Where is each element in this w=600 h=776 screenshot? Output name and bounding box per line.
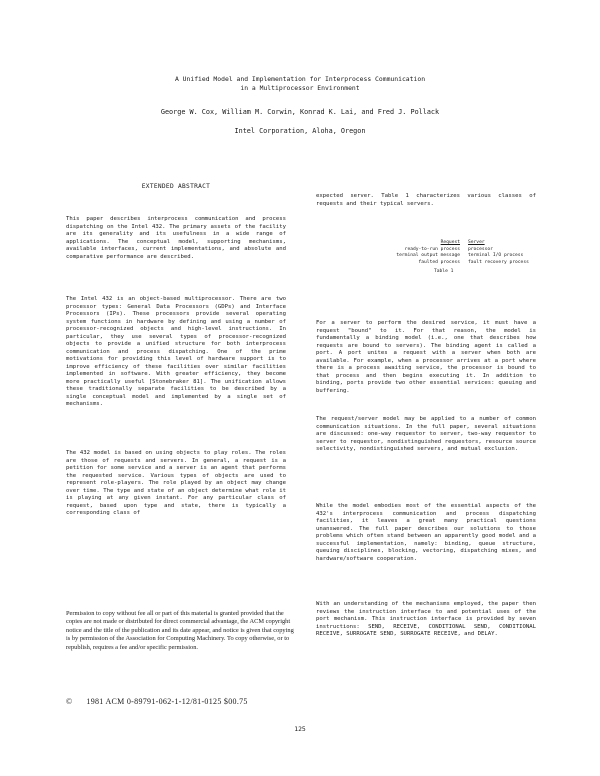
table-cell-server: terminal I/O process [468,253,524,258]
section-heading: EXTENDED ABSTRACT [141,183,211,190]
copyright-text: 1981 ACM 0-89791-062-1-12/81-0125 $00.75 [86,697,248,706]
page-number: 125 [294,725,306,733]
authors: George W. Cox, William M. Corwin, Konrad K. Lai, and Fred J. Pollack [160,108,440,116]
copyright-line [66,697,316,706]
table-cell-request: ready-to-run process [404,246,460,252]
right-paragraph-4: With an understanding of the mechanisms employed, the paper then reviews the instruction interface to and potential uses of the port mechanism. This instruction interface is provided by seven instructions: SEND, RECEIVE, CONDITIONAL SEND, CONDITIONAL RECEIVE, SURROGATE SEND, SURROGATE RECEIVE, and DELAY. [316,601,536,637]
right-paragraph-3: While the model embodies most of the essential aspects of the 432's interprocess communication and process dispatching facilities, it leaves a great many practical questions unanswered. The full paper describes our solutions to those problems which often stand between an apparently good model and a successful implementation, namely: binding, queue structure, queuing disciplines, blocking, vectoring, dispatching mixes, and hardware/software cooperation. [316,503,536,562]
table-cell-request: faulted process [418,259,460,265]
table-cell-request: terminal output message [396,253,460,258]
title-line-2: in a Multiprocessor Environment [240,84,360,92]
title-line-1: A Unified Model and Implementation for Interprocess Communication [174,75,426,83]
abstract-paragraph-1: This paper describes interprocess communication and process dispatching on the Intel 432. The primary assets of the facility are its generality and its usefulness in a wide range of applications. The conceptual model, supporting mechanisms, available interfaces, current implementations, and absolute and comparative performance are described. [66,216,286,260]
table-cell-server: fault recovery process [468,259,529,265]
table-caption: Table 1 [434,269,454,274]
abstract-paragraph-2: The Intel 432 is an object-based multiprocessor. There are two processor types: General Data Processors (GDPs) and Interface Processors (IPs). These processors provide several operating system functions in hardware by defining and using a number of processor-recognized objects and high-level instructions. In particular, they use several types of processor-recognized objects to provide a unified structure for both interprocess communication and process dispatching. One of the prime motivations for providing this level of hardware support is to improve efficiency of these facilities over similar facilities implemented in software. With greater efficiency, they become more practically useful [Stonebraker 81]. The unification allows these traditionally separate facilities to be described by a single conceptual model and implemented by a single set of mechanisms. [66,296,286,407]
paper-title [0,75,600,93]
copyright-symbol: © [66,697,73,706]
affiliation: Intel Corporation, Aloha, Oregon [234,127,366,135]
table-header-request: Request [440,240,460,245]
permission-notice: Permission to copy without fee all or part of this material is granted provided that the copies are not made or distributed for direct commercial advantage, the ACM copyright notice and the title of the publication and its date appear, and notice is given that copying is by permission of the Association for Computing Machinery. To copy otherwise, or to republish, requires a fee and/or specific permission. [66,610,294,651]
abstract-paragraph-3: The 432 model is based on using objects to play roles. The roles are those of requests and servers. In general, a request is a petition for some service and a server is an agent that performs the requested service. Various types of objects are used to represent role-players. The role played by an object may change over time. The type and state of an object determine what role it is playing at any given instant. For any particular class of request, based upon type and state, there is typically a corresponding class of [66,450,286,516]
table-header-server: Server [468,240,485,245]
table-cell-server: processor [468,246,493,252]
right-paragraph-1: For a server to perform the desired service, it must have a request "bound" to it. For that reason, the model is fundamentally a binding model (i.e., one that describes how requests are bound to servers). The binding agent is called a port. A port unites a request with a server when both are available. For example, when a processor arrives at a port where there is a process awaiting service, the processor is bound to that process and then begins executing it. In addition to binding, ports provide two other essential services: queuing and buffering. [316,320,536,394]
right-paragraph-2: The request/server model may be applied to a number of common communication situations. In the full paper, several situations are discussed: one-way requestor to server, two-way requestor to server to requestor, nondistinguished requestors, resource source selectivity, nondistinguished servers, and mutual exclusion. [316,416,536,452]
table-1 [394,240,554,276]
table-row [394,260,554,267]
right-paragraph-top: expected server. Table 1 characterizes various classes of requests and their typical servers. [316,193,536,207]
